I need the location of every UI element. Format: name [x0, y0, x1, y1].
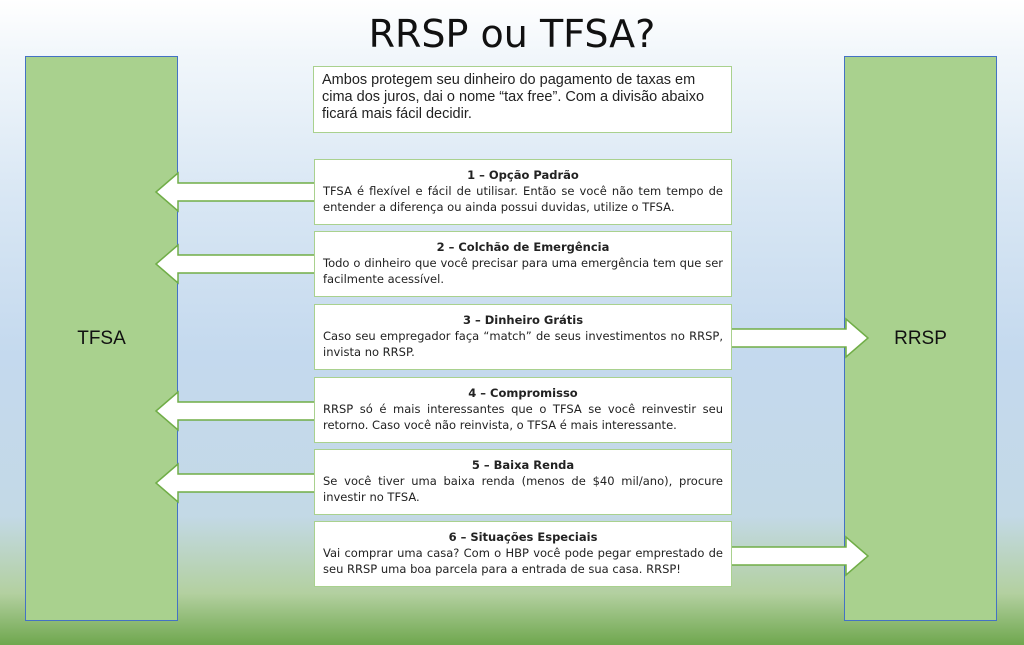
arrow-left-icon [154, 171, 318, 213]
option-heading: 6 – Situações Especiais [448, 530, 598, 544]
arrow-left-icon [154, 243, 318, 285]
option-text: Se você tiver uma baixa renda (menos de $40 mil/ano), procure investir no TFSA. [323, 474, 723, 504]
option-heading: 1 – Opção Padrão [467, 168, 579, 182]
option-heading: 5 – Baixa Renda [471, 458, 575, 472]
arrow-right-icon [728, 535, 870, 577]
intro-box: Ambos protegem seu dinheiro do pagamento de taxas em cima dos juros, dai o nome “tax free”. Com a divisão abaixo ficará mais fácil decidir. [313, 66, 732, 133]
option-heading: 3 – Dinheiro Grátis [462, 313, 584, 327]
option-card-5 [314, 449, 732, 515]
tfsa-column-label: TFSA [77, 327, 126, 349]
option-card-3 [314, 304, 732, 370]
arrow-left-icon [154, 390, 318, 432]
arrow-right-icon [728, 317, 870, 359]
page-title: RRSP ou TFSA? [368, 12, 656, 56]
tfsa-column [25, 56, 178, 621]
option-card-6 [314, 521, 732, 587]
option-text: Todo o dinheiro que você precisar para uma emergência tem que ser facilmente acessível. [323, 256, 723, 286]
rrsp-column-label: RRSP [894, 327, 947, 349]
option-heading: 2 – Colchão de Emergência [436, 240, 610, 254]
option-card-1 [314, 159, 732, 225]
option-text: TFSA é flexível e fácil de utilisar. Então se você não tem tempo de entender a diferença ou ainda possui duvidas, utilize o TFSA. [323, 184, 723, 214]
option-text: Vai comprar uma casa? Com o HBP você pode pegar emprestado de seu RRSP uma boa parcela para a entrada de sua casa. RRSP! [323, 546, 723, 576]
arrow-left-icon [154, 462, 318, 504]
option-card-2 [314, 231, 732, 297]
option-text: Caso seu empregador faça “match” de seus investimentos no RRSP, invista no RRSP. [323, 329, 723, 359]
option-heading: 4 – Compromisso [468, 386, 578, 400]
option-card-4 [314, 377, 732, 443]
option-text: RRSP só é mais interessantes que o TFSA se você reinvestir seu retorno. Caso você não reinvista, o TFSA é mais interessante. [323, 402, 723, 432]
